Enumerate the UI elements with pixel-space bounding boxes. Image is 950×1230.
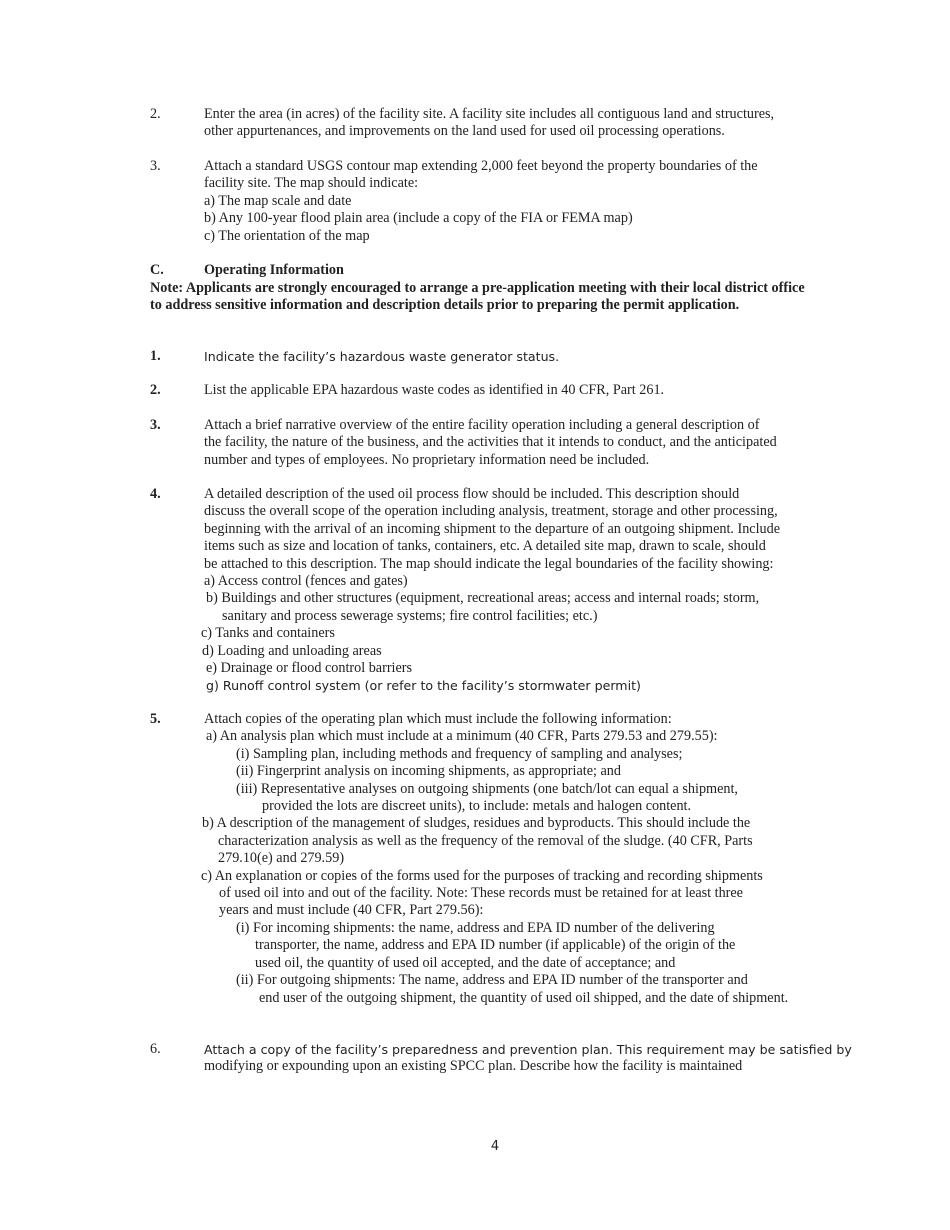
item-number: 2. bbox=[150, 382, 161, 398]
sub-sub-item-continued: used oil, the quantity of used oil accepted, and the date of acceptance; and bbox=[255, 954, 676, 971]
list-item-2 bbox=[150, 106, 840, 141]
item-number: 2. bbox=[150, 106, 161, 122]
section-heading bbox=[150, 262, 840, 279]
text-line: number and types of employees. No proprietary information need be included. bbox=[204, 451, 650, 468]
item-number: 4. bbox=[150, 486, 161, 502]
section-letter: C. bbox=[150, 262, 164, 278]
sub-item: g) Runoff control system (or refer to the facility’s stormwater permit) bbox=[206, 678, 641, 694]
text-line: Attach copies of the operating plan which must include the following information: bbox=[204, 711, 672, 727]
sub-sub-item: (iii) Representative analyses on outgoing shipments (one batch/lot can equal a shipment, bbox=[236, 780, 738, 797]
text-line: discuss the overall scope of the operation including analysis, treatment, storage and other processing, bbox=[204, 503, 778, 520]
section-note: Note: Applicants are strongly encouraged to arrange a pre-application meeting with their local district office to address sensitive information and description details prior to preparing the permit application. bbox=[150, 280, 805, 314]
sub-item: a) The map scale and date bbox=[204, 192, 352, 209]
operating-item-5 bbox=[150, 711, 840, 1007]
text-line: the facility, the nature of the business, and the activities that it intends to conduct, and the anticipated bbox=[204, 434, 777, 451]
operating-item-2 bbox=[150, 382, 840, 399]
sub-item: b) Buildings and other structures (equipment, recreational areas; access and internal roads; storm, bbox=[206, 590, 760, 607]
sub-item: c) Tanks and containers bbox=[201, 625, 335, 642]
text-line: items such as size and location of tanks, containers, etc. A detailed site map, drawn to scale, should bbox=[204, 538, 766, 555]
item-number: 1. bbox=[150, 348, 161, 364]
sub-item-continued: years and must include (40 CFR, Part 279.56): bbox=[219, 902, 484, 919]
text-line: Indicate the facility’s hazardous waste generator status. bbox=[204, 349, 560, 364]
text-line: modifying or expounding upon an existing SPCC plan. Describe how the facility is maintained bbox=[204, 1058, 743, 1075]
sub-item-continued: 279.10(e) and 279.59) bbox=[218, 850, 345, 867]
text-line: A detailed description of the used oil process flow should be included. This description should bbox=[204, 486, 740, 502]
operating-item-6 bbox=[150, 1041, 852, 1076]
sub-sub-item: (ii) For outgoing shipments: The name, address and EPA ID number of the transporter and bbox=[236, 972, 748, 989]
item-number: 5. bbox=[150, 711, 161, 727]
text-line: be attached to this description. The map should indicate the legal boundaries of the facility showing: bbox=[204, 555, 774, 572]
list-item-3 bbox=[150, 158, 840, 245]
page-number: 4 bbox=[490, 1139, 500, 1154]
text-line: Attach a copy of the facility’s preparedness and prevention plan. This requirement may be satisfied by bbox=[204, 1042, 852, 1057]
text-line: facility site. The map should indicate: bbox=[204, 175, 419, 192]
text-line: beginning with the arrival of an incoming shipment to the departure of an outgoing shipment. Include bbox=[204, 520, 781, 537]
sub-item: a) Access control (fences and gates) bbox=[204, 573, 408, 590]
text-line: List the applicable EPA hazardous waste codes as identified in 40 CFR, Part 261. bbox=[204, 382, 665, 398]
sub-item-continued: characterization analysis as well as the frequency of the removal of the sludge. (40 CFR, Parts bbox=[218, 832, 753, 849]
section-title: Operating Information bbox=[204, 262, 344, 278]
sub-item: d) Loading and unloading areas bbox=[202, 642, 382, 659]
sub-item: c) An explanation or copies of the forms used for the purposes of tracking and recording shipments bbox=[201, 867, 763, 884]
sub-sub-item: (i) Sampling plan, including methods and frequency of sampling and analyses; bbox=[236, 745, 683, 762]
sub-item: b) Any 100-year flood plain area (include a copy of the FIA or FEMA map) bbox=[204, 210, 633, 227]
operating-item-4 bbox=[150, 486, 840, 695]
item-number: 3. bbox=[150, 417, 161, 433]
sub-item-continued: sanitary and process sewerage systems; fire control facilities; etc.) bbox=[222, 607, 598, 624]
text-line: Enter the area (in acres) of the facility site. A facility site includes all contiguous land and structures, bbox=[204, 106, 775, 122]
text-line: Attach a standard USGS contour map extending 2,000 feet beyond the property boundaries of the bbox=[204, 158, 758, 174]
sub-sub-item-continued: transporter, the name, address and EPA ID number (if applicable) of the origin of the bbox=[255, 937, 736, 954]
item-number: 3. bbox=[150, 158, 161, 174]
sub-item: e) Drainage or flood control barriers bbox=[206, 660, 413, 677]
text-line: other appurtenances, and improvements on the land used for used oil processing operations. bbox=[204, 123, 725, 140]
sub-sub-item: (i) For incoming shipments: the name, address and EPA ID number of the delivering bbox=[236, 919, 715, 936]
operating-item-3 bbox=[150, 417, 840, 469]
text-line: Attach a brief narrative overview of the entire facility operation including a general description of bbox=[204, 417, 760, 433]
sub-sub-item-continued: end user of the outgoing shipment, the quantity of used oil shipped, and the date of shipment. bbox=[259, 989, 789, 1006]
sub-item-continued: of used oil into and out of the facility. Note: These records must be retained for at least three bbox=[219, 885, 743, 902]
sub-sub-item: (ii) Fingerprint analysis on incoming shipments, as appropriate; and bbox=[236, 763, 621, 780]
item-number: 6. bbox=[150, 1041, 161, 1057]
sub-item: b) A description of the management of sludges, residues and byproducts. This should include the bbox=[202, 815, 751, 832]
sub-sub-item-continued: provided the lots are discreet units), to include: metals and halogen content. bbox=[262, 798, 692, 815]
sub-item: a) An analysis plan which must include at a minimum (40 CFR, Parts 279.53 and 279.55): bbox=[206, 728, 718, 745]
sub-item: c) The orientation of the map bbox=[204, 227, 370, 244]
operating-item-1 bbox=[150, 348, 840, 365]
